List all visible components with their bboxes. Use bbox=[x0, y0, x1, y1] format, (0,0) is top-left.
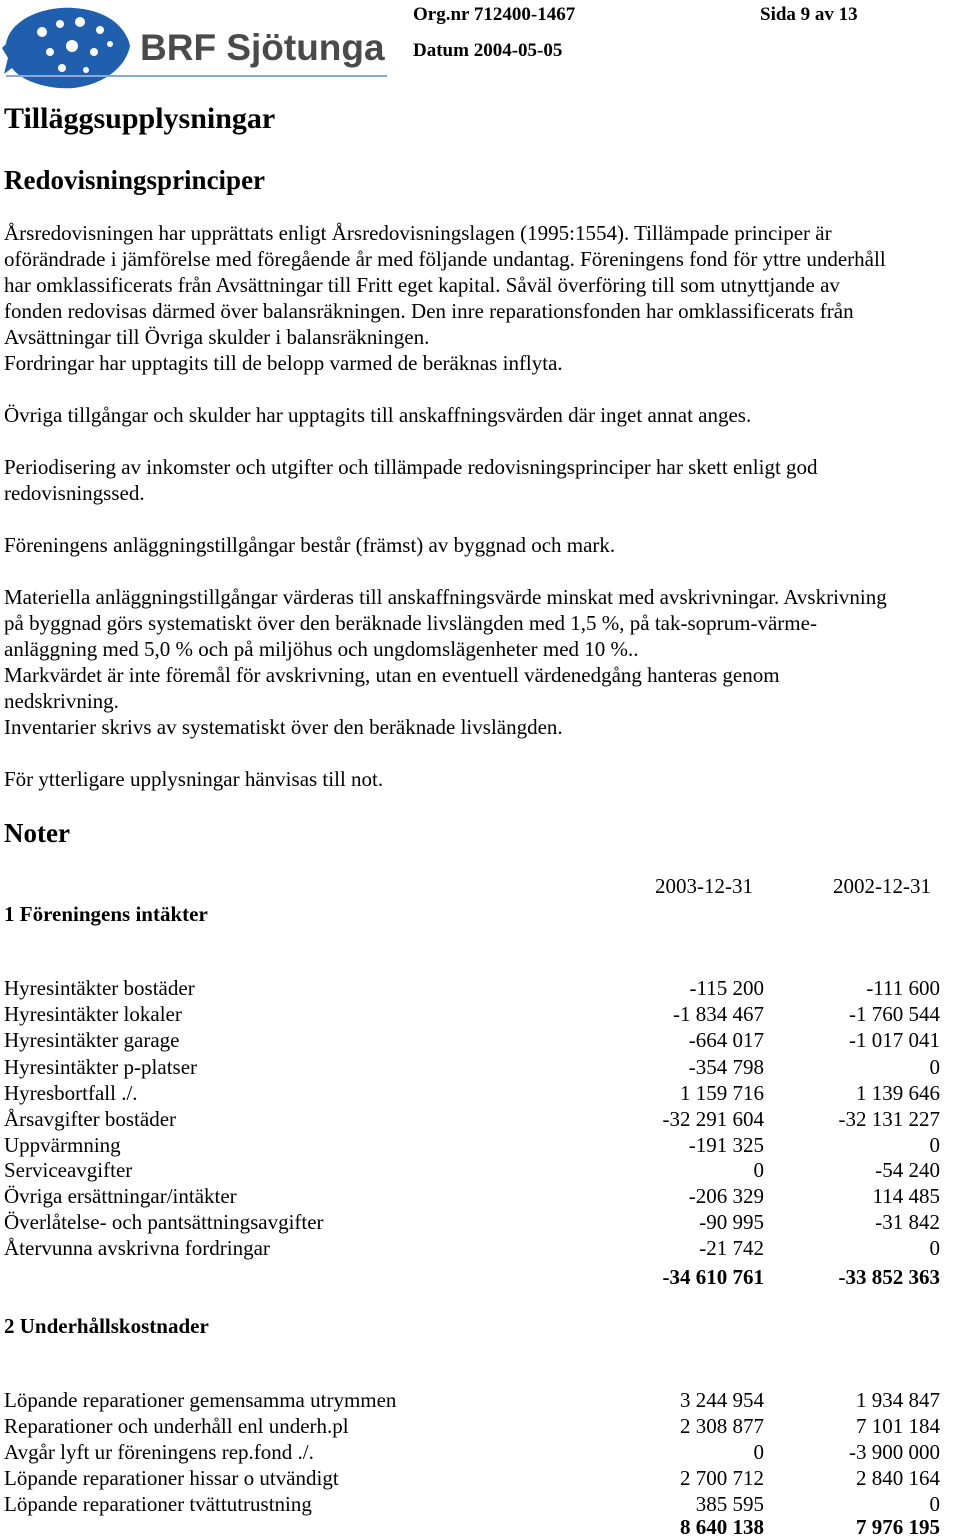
org-number: Org.nr 712400-1467 bbox=[413, 4, 576, 25]
row-label: Löpande reparationer gemensamma utrymmen bbox=[4, 1388, 397, 1412]
row-label: Återvunna avskrivna fordringar bbox=[4, 1236, 270, 1260]
note-2-total-row bbox=[4, 1514, 940, 1540]
row-value-2002: -3 900 000 bbox=[849, 1440, 940, 1464]
row-label: Serviceavgifter bbox=[4, 1158, 133, 1182]
table-row bbox=[4, 1132, 940, 1158]
row-value-2003: 385 595 bbox=[695, 1492, 764, 1516]
table-row bbox=[4, 1387, 940, 1413]
document-date: Datum 2004-05-05 bbox=[413, 40, 563, 61]
row-label: Avgår lyft ur föreningens rep.fond ./. bbox=[4, 1440, 314, 1464]
note-1-total-row bbox=[4, 1264, 940, 1290]
paragraph-line: Årsredovisningen har upprättats enligt Årsredovisningslagen (1995:1554). Tillämpade principer är bbox=[4, 221, 832, 245]
logo-text: BRF Sjötungan bbox=[140, 27, 387, 68]
row-value-2002: 0 bbox=[929, 1492, 940, 1516]
flatfish-logo-icon bbox=[2, 2, 387, 92]
paragraph-line: anläggning med 5,0 % och på miljöhus och ungdomslägenheter med 10 %.. bbox=[4, 637, 639, 661]
table-row bbox=[4, 1080, 940, 1106]
table-row bbox=[4, 975, 940, 1001]
table-row bbox=[4, 1209, 940, 1235]
paragraph-line: Inventarier skrivs av systematiskt över den beräknade livslängden. bbox=[4, 715, 563, 739]
row-value-2002: 2 840 164 bbox=[856, 1466, 940, 1490]
row-value-2002: 0 bbox=[929, 1236, 940, 1260]
row-label: Löpande reparationer hissar o utvändigt bbox=[4, 1466, 339, 1490]
row-value-2002: 0 bbox=[929, 1055, 940, 1079]
row-value-2003: 2 700 712 bbox=[680, 1466, 764, 1490]
note-1-heading: 1 Föreningens intäkter bbox=[4, 902, 208, 926]
paragraph-line: Fordringar har upptagits till de belopp varmed de beräknas inflyta. bbox=[4, 351, 563, 375]
table-row bbox=[4, 1157, 940, 1183]
page-title: Tilläggsupplysningar bbox=[4, 102, 276, 135]
total-value-2002: -33 852 363 bbox=[838, 1265, 940, 1289]
row-value-2002: 7 101 184 bbox=[856, 1414, 940, 1438]
row-value-2002: 1 139 646 bbox=[856, 1081, 940, 1105]
row-label: Löpande reparationer tvättutrustning bbox=[4, 1492, 312, 1516]
table-row bbox=[4, 1106, 940, 1132]
paragraph-line: Materiella anläggningstillgångar värderas till anskaffningsvärde minskat med avskrivningar. Avskrivning bbox=[4, 585, 887, 609]
principles-paragraph-3 bbox=[4, 454, 959, 506]
row-value-2003: -191 325 bbox=[688, 1133, 764, 1157]
row-label: Hyresintäkter bostäder bbox=[4, 976, 195, 1000]
notes-heading: Noter bbox=[4, 818, 70, 848]
row-value-2003: 2 308 877 bbox=[680, 1414, 764, 1438]
row-value-2002: -32 131 227 bbox=[838, 1107, 940, 1131]
row-value-2003: -21 742 bbox=[699, 1236, 764, 1260]
principles-paragraph-4 bbox=[4, 532, 959, 558]
principles-heading: Redovisningsprinciper bbox=[4, 165, 266, 195]
page-number: Sida 9 av 13 bbox=[760, 4, 858, 25]
row-value-2003: -664 017 bbox=[688, 1028, 764, 1052]
total-value-2003: -34 610 761 bbox=[662, 1265, 764, 1289]
paragraph-line: redovisningssed. bbox=[4, 481, 145, 505]
table-row bbox=[4, 1465, 940, 1491]
row-value-2002: -1 017 041 bbox=[849, 1028, 940, 1052]
principles-paragraph-5 bbox=[4, 584, 959, 740]
row-value-2003: 1 159 716 bbox=[680, 1081, 764, 1105]
row-value-2003: -354 798 bbox=[688, 1055, 764, 1079]
table-row bbox=[4, 1439, 940, 1465]
paragraph-line: nedskrivning. bbox=[4, 689, 119, 713]
paragraph-line: har omklassificerats från Avsättningar till Fritt eget kapital. Såväl överföring till som utnyttjande av bbox=[4, 273, 840, 297]
paragraph-line: fonden redovisas därmed över balansräkningen. Den inre reparationsfonden har omklassificerats från bbox=[4, 299, 854, 323]
principles-paragraph-1 bbox=[4, 220, 959, 376]
principles-paragraph-6 bbox=[4, 766, 959, 792]
table-row bbox=[4, 1054, 940, 1080]
row-value-2002: 0 bbox=[929, 1133, 940, 1157]
total-value-2003: 8 640 138 bbox=[680, 1515, 764, 1539]
row-value-2003: -115 200 bbox=[689, 976, 764, 1000]
row-label: Hyresbortfall ./. bbox=[4, 1081, 138, 1105]
paragraph-line: Föreningens anläggningstillgångar består (främst) av byggnad och mark. bbox=[4, 533, 616, 557]
row-value-2002: -31 842 bbox=[875, 1210, 940, 1234]
paragraph-line: på byggnad görs systematiskt över den beräknade livslängden med 1,5 %, på tak-soprum-värme- bbox=[4, 611, 817, 635]
paragraph-line: oförändrade i jämförelse med föregående år med följande undantag. Föreningens fond för yttre underhåll bbox=[4, 247, 886, 271]
row-value-2002: -54 240 bbox=[875, 1158, 940, 1182]
table-row bbox=[4, 1235, 940, 1261]
row-value-2003: -1 834 467 bbox=[673, 1002, 764, 1026]
row-label: Årsavgifter bostäder bbox=[4, 1107, 177, 1131]
row-value-2003: 0 bbox=[753, 1158, 764, 1182]
total-value-2002: 7 976 195 bbox=[856, 1515, 940, 1539]
row-label: Hyresintäkter garage bbox=[4, 1028, 180, 1052]
column-header-2003: 2003-12-31 bbox=[655, 874, 753, 898]
paragraph-line: För ytterligare upplysningar hänvisas till not. bbox=[4, 767, 384, 791]
paragraph-line: Övriga tillgångar och skulder har upptagits till anskaffningsvärden där inget annat anges. bbox=[4, 403, 752, 427]
row-value-2003: -32 291 604 bbox=[662, 1107, 764, 1131]
principles-paragraph-2 bbox=[4, 402, 959, 428]
paragraph-line: Markvärdet är inte föremål för avskrivning, utan en eventuell värdenedgång hanteras genom bbox=[4, 663, 780, 687]
row-label: Hyresintäkter p-platser bbox=[4, 1055, 198, 1079]
paragraph-line: Avsättningar till Övriga skulder i balansräkningen. bbox=[4, 325, 430, 349]
row-value-2003: 0 bbox=[753, 1440, 764, 1464]
row-value-2002: -111 600 bbox=[866, 976, 940, 1000]
row-value-2002: 1 934 847 bbox=[856, 1388, 940, 1412]
row-label: Överlåtelse- och pantsättningsavgifter bbox=[4, 1210, 324, 1234]
table-row bbox=[4, 1413, 940, 1439]
row-value-2002: -1 760 544 bbox=[849, 1002, 940, 1026]
row-value-2003: -206 329 bbox=[688, 1184, 764, 1208]
column-header-2002: 2002-12-31 bbox=[833, 874, 931, 898]
note-2-heading: 2 Underhållskostnader bbox=[4, 1314, 209, 1338]
row-value-2003: -90 995 bbox=[699, 1210, 764, 1234]
row-value-2003: 3 244 954 bbox=[680, 1388, 764, 1412]
paragraph-line: Periodisering av inkomster och utgifter och tillämpade redovisningsprinciper har skett enligt god bbox=[4, 455, 818, 479]
row-label: Övriga ersättningar/intäkter bbox=[4, 1184, 237, 1208]
row-label: Hyresintäkter lokaler bbox=[4, 1002, 182, 1026]
table-row bbox=[4, 1183, 940, 1209]
brf-sjotungan-logo bbox=[2, 2, 387, 92]
row-value-2002: 114 485 bbox=[872, 1184, 940, 1208]
table-row bbox=[4, 1027, 940, 1053]
table-row bbox=[4, 1001, 940, 1027]
row-label: Reparationer och underhåll enl underh.pl bbox=[4, 1414, 349, 1438]
row-label: Uppvärmning bbox=[4, 1133, 121, 1157]
